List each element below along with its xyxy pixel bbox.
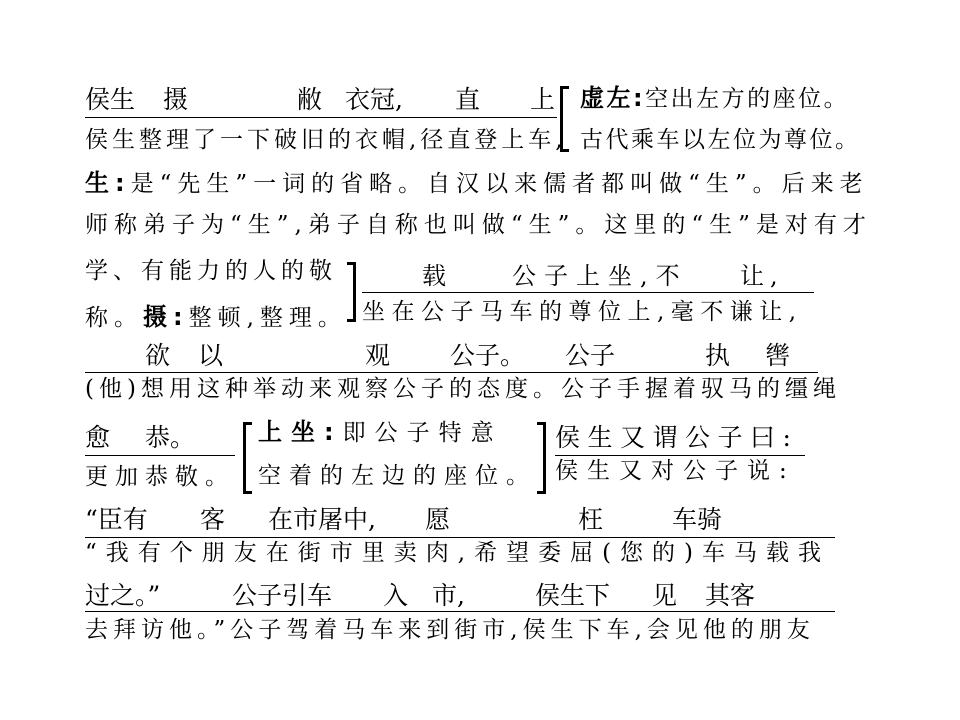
note-shang-zuo bbox=[258, 419, 503, 446]
line-2-underline bbox=[362, 292, 814, 293]
original-segment: 公子上坐,不 bbox=[512, 262, 688, 290]
note-gloss: 即公子特意 bbox=[342, 420, 503, 446]
note-term: 虚左: bbox=[580, 84, 646, 112]
original-segment: 以 bbox=[198, 341, 224, 370]
original-segment: 入 bbox=[383, 581, 409, 610]
original-segment: 市, bbox=[432, 581, 465, 610]
line-5-translation: 侯生又对公子说: bbox=[555, 458, 796, 484]
original-segment: 公子。 bbox=[450, 341, 526, 370]
line-2-translation: 坐在公子马车的尊位上,毫不谦让, bbox=[362, 299, 803, 325]
line-4-underline bbox=[85, 455, 235, 456]
line-7-original bbox=[85, 582, 835, 610]
original-segment: 公子 bbox=[565, 341, 616, 370]
note-bracket-right bbox=[347, 262, 356, 322]
note-term: 生: bbox=[85, 169, 131, 197]
original-segment: 公子引车 bbox=[232, 581, 333, 610]
original-segment: 其客 bbox=[705, 581, 756, 610]
line-5-underline bbox=[555, 455, 805, 456]
line-5-original: 侯生又谓公子曰: bbox=[555, 423, 799, 452]
line-6-underline bbox=[85, 537, 835, 538]
original-segment: 侯生下 bbox=[535, 581, 611, 610]
original-segment: 过之。” bbox=[85, 581, 161, 610]
original-segment: 见 bbox=[652, 581, 678, 610]
note-shang-zuo-line-2: 空着的左边的座位。 bbox=[258, 463, 537, 489]
line-3-translation: (他)想用这种举动来观察公子的态度。公子手握着驭马的缰绳 bbox=[85, 376, 841, 402]
note-term: 上坐: bbox=[258, 418, 343, 446]
note-bracket-right bbox=[537, 422, 546, 494]
note-gloss: 是“先生”一词的省略。自汉以来儒者都叫做“生”。后来老 bbox=[130, 171, 869, 197]
note-xu-zuo-extra: 古代乘车以左位为尊位。 bbox=[580, 127, 861, 153]
original-segment: 直 bbox=[455, 85, 481, 114]
line-7-translation: 去拜访他。”公子驾着马车来到街市,侯生下车,会见他的朋友 bbox=[85, 617, 815, 643]
line-1-original bbox=[85, 86, 557, 114]
line-1-translation: 侯生整理了一下破旧的衣帽,径直登上车, bbox=[85, 127, 567, 153]
note-sheng-line-4: 称。 bbox=[85, 305, 143, 331]
line-3-original bbox=[85, 342, 818, 370]
original-segment: 载 bbox=[422, 262, 446, 290]
line-4-translation: 更加恭敬。 bbox=[85, 464, 235, 490]
original-segment: 侯生 bbox=[85, 85, 136, 114]
original-segment: 敝 bbox=[297, 85, 323, 114]
line-1-underline bbox=[85, 117, 557, 118]
note-sheng bbox=[85, 170, 869, 197]
note-sheng-line-3: 学、有能力的人的敬 bbox=[85, 258, 337, 284]
note-gloss: 空出左方的座位。 bbox=[645, 86, 850, 112]
note-gloss: 整顿,整理。 bbox=[188, 305, 347, 331]
line-6-translation: “我有个朋友在街市里卖肉,希望委屈(您的)车马载我 bbox=[85, 540, 831, 566]
original-segment: 执 bbox=[705, 341, 731, 370]
original-segment: 衣冠, bbox=[345, 85, 403, 114]
original-segment: “臣有 bbox=[85, 505, 148, 534]
original-segment: 恭。 bbox=[145, 423, 196, 452]
line-4-original bbox=[85, 424, 235, 452]
original-segment: 愈 bbox=[85, 423, 111, 452]
original-segment: 欲 bbox=[145, 341, 171, 370]
original-segment: 摄 bbox=[163, 85, 189, 114]
note-bracket-left bbox=[243, 422, 252, 494]
note-sheng-she-line bbox=[85, 304, 347, 331]
line-2-original bbox=[362, 262, 814, 290]
original-segment: 让, bbox=[740, 262, 784, 290]
original-segment: 在市屠中, bbox=[268, 505, 376, 534]
original-segment: 车骑 bbox=[672, 505, 723, 534]
original-segment: 客 bbox=[200, 505, 226, 534]
note-term: 摄: bbox=[143, 303, 189, 331]
original-segment: 观 bbox=[365, 341, 391, 370]
original-segment: 辔 bbox=[765, 341, 791, 370]
line-7-underline bbox=[85, 611, 835, 612]
original-segment: 上 bbox=[530, 85, 556, 114]
note-xu-zuo bbox=[580, 85, 849, 112]
original-segment: 愿 bbox=[425, 505, 451, 534]
line-3-underline bbox=[85, 372, 818, 373]
original-segment: 枉 bbox=[578, 505, 604, 534]
line-6-original bbox=[85, 506, 835, 534]
note-sheng-line-2: 师称弟子为“生”,弟子自称也叫做“生”。这里的“生”是对有才 bbox=[85, 212, 872, 238]
note-bracket-left bbox=[560, 86, 569, 152]
